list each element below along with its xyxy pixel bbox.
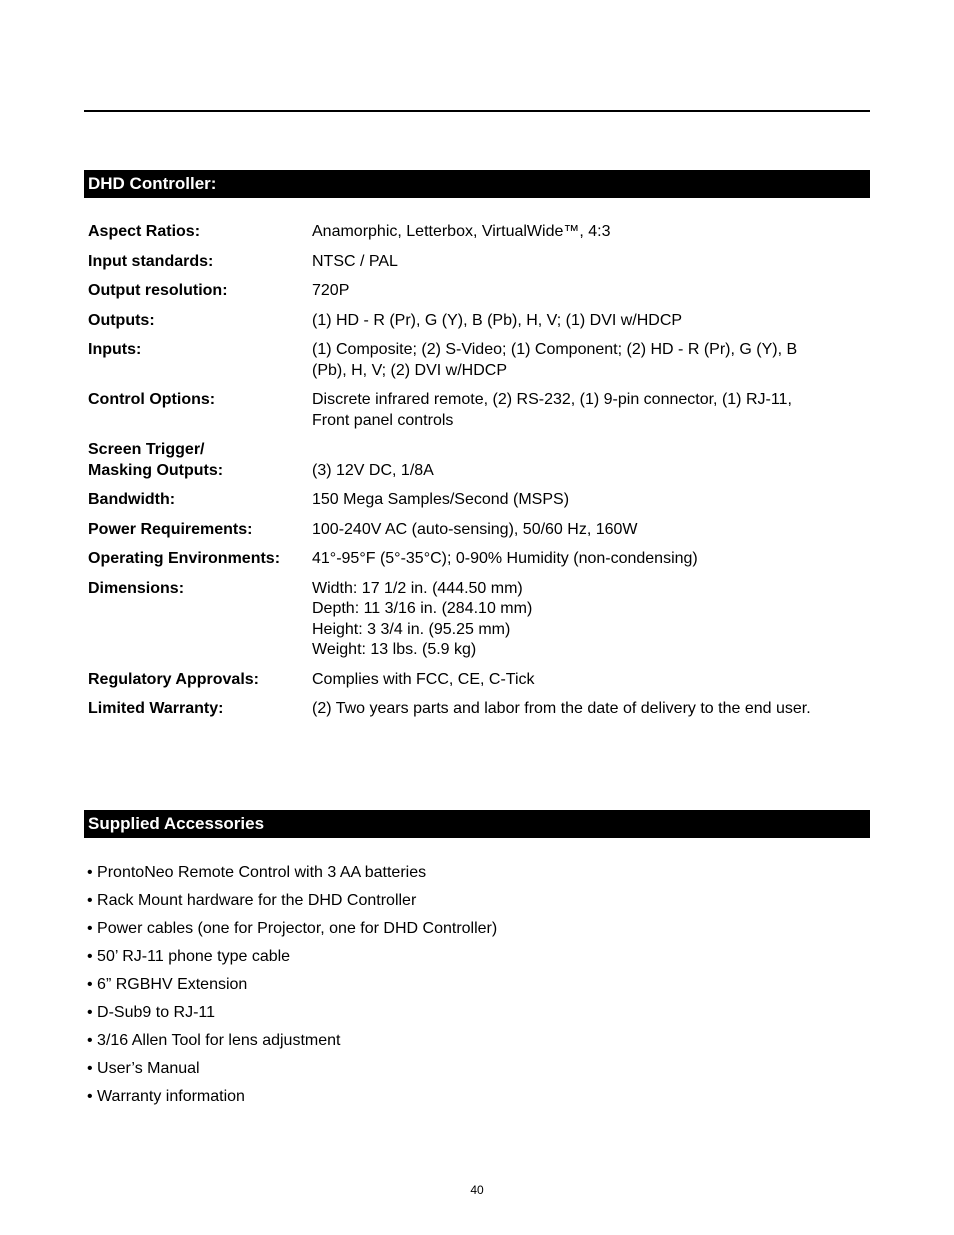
- spec-value-line: 41°-95°F (5°-35°C); 0-90% Humidity (non-condensing): [312, 550, 698, 567]
- spec-value: [312, 281, 868, 302]
- list-item: • User’s Manual: [87, 1060, 200, 1077]
- spec-label-text: Screen Trigger/: [88, 441, 205, 458]
- top-divider: [84, 110, 870, 112]
- spec-value: [312, 490, 868, 511]
- spec-row: [88, 699, 868, 720]
- spec-value: [312, 549, 868, 570]
- spec-row: [88, 252, 868, 273]
- list-item: • 50’ RJ-11 phone type cable: [87, 948, 291, 965]
- spec-label: [88, 520, 312, 541]
- accessories-list: [87, 863, 497, 1115]
- spec-value-line: [312, 440, 868, 461]
- page-number: 40: [470, 1183, 484, 1197]
- spec-label: [88, 579, 312, 661]
- spec-value-line: 150 Mega Samples/Second (MSPS): [312, 491, 570, 508]
- spec-label: [88, 252, 312, 273]
- spec-label-text: Power Requirements:: [88, 520, 253, 538]
- spec-row: [88, 549, 868, 570]
- spec-label: [88, 281, 312, 302]
- spec-label-text: Aspect Ratios:: [88, 223, 201, 240]
- spec-label: [88, 549, 312, 570]
- spec-label-text: Masking Outputs:: [88, 461, 224, 479]
- section-header-dhd-controller: DHD Controller:: [84, 170, 870, 198]
- spec-label: [88, 670, 312, 691]
- list-item: • Warranty information: [87, 1088, 245, 1105]
- spec-row: [88, 311, 868, 332]
- spec-value-line: Height: 3 3/4 in. (95.25 mm): [312, 620, 511, 638]
- spec-value-line: Depth: 11 3/16 in. (284.10 mm): [312, 600, 533, 617]
- spec-value-line: (3) 12V DC, 1/8A: [312, 461, 434, 479]
- spec-row: [88, 520, 868, 541]
- spec-value-line: (1) HD - R (Pr), G (Y), B (Pb), H, V; (1) DVI w/HDCP: [312, 311, 683, 329]
- spec-value-line: (1) Composite; (2) S-Video; (1) Component; (2) HD - R (Pr), G (Y), B: [312, 341, 798, 358]
- spec-row: [88, 579, 868, 661]
- spec-label-text: Bandwidth:: [88, 491, 176, 508]
- spec-value: [312, 311, 868, 332]
- section-header-supplied-accessories: Supplied Accessories: [84, 810, 870, 838]
- spec-label: [88, 390, 312, 431]
- spec-value: [312, 579, 868, 661]
- spec-label: [88, 440, 312, 481]
- spec-row: [88, 222, 868, 243]
- spec-value: [312, 670, 868, 691]
- spec-row: [88, 281, 868, 302]
- spec-value-line: Front panel controls: [312, 411, 454, 429]
- spec-value: [312, 440, 868, 481]
- spec-value-line: 100-240V AC (auto-sensing), 50/60 Hz, 160W: [312, 520, 638, 538]
- spec-row: [88, 490, 868, 511]
- spec-value: [312, 252, 868, 273]
- spec-value: [312, 699, 868, 720]
- spec-value: [312, 340, 868, 381]
- spec-value-line: NTSC / PAL: [312, 252, 398, 270]
- spec-label-text: Regulatory Approvals:: [88, 670, 259, 688]
- spec-value: [312, 222, 868, 243]
- list-item: • 3/16 Allen Tool for lens adjustment: [87, 1032, 341, 1049]
- spec-value-line: Weight: 13 lbs. (5.9 kg): [312, 641, 477, 658]
- spec-label: [88, 699, 312, 720]
- list-item: • D-Sub9 to RJ-11: [87, 1004, 216, 1021]
- spec-label-text: Input standards:: [88, 252, 214, 270]
- spec-value-line: Complies with FCC, CE, C-Tick: [312, 670, 535, 688]
- spec-value-line: (2) Two years parts and labor from the date of delivery to the end user.: [312, 700, 811, 717]
- spec-label-text: Outputs:: [88, 311, 155, 329]
- spec-label-text: Inputs:: [88, 341, 142, 358]
- list-item: • ProntoNeo Remote Control with 3 AA batteries: [87, 864, 427, 881]
- spec-value: [312, 520, 868, 541]
- spec-row: [88, 670, 868, 691]
- spec-label-text: Output resolution:: [88, 282, 228, 299]
- spec-value-line: (Pb), H, V; (2) DVI w/HDCP: [312, 361, 507, 379]
- spec-row: [88, 390, 868, 431]
- spec-label-text: Dimensions:: [88, 579, 185, 597]
- spec-value-line: Anamorphic, Letterbox, VirtualWide™, 4:3: [312, 223, 611, 240]
- spec-row: [88, 340, 868, 381]
- spec-label-text: Operating Environments:: [88, 550, 281, 567]
- spec-row: [88, 440, 868, 481]
- spec-value: [312, 390, 868, 431]
- spec-label: [88, 311, 312, 332]
- list-item: • Power cables (one for Projector, one for DHD Controller): [87, 920, 498, 937]
- spec-label: [88, 340, 312, 381]
- list-item: • 6” RGBHV Extension: [87, 976, 248, 993]
- spec-value-line: Discrete infrared remote, (2) RS-232, (1) 9-pin connector, (1) RJ-11,: [312, 391, 792, 408]
- list-item: • Rack Mount hardware for the DHD Controller: [87, 892, 417, 909]
- spec-label: [88, 222, 312, 243]
- spec-table: [88, 222, 868, 729]
- spec-value-line: 720P: [312, 282, 350, 299]
- spec-label-text: Limited Warranty:: [88, 700, 224, 717]
- spec-label-text: Control Options:: [88, 391, 216, 408]
- spec-label: [88, 490, 312, 511]
- spec-value-line: Width: 17 1/2 in. (444.50 mm): [312, 579, 523, 597]
